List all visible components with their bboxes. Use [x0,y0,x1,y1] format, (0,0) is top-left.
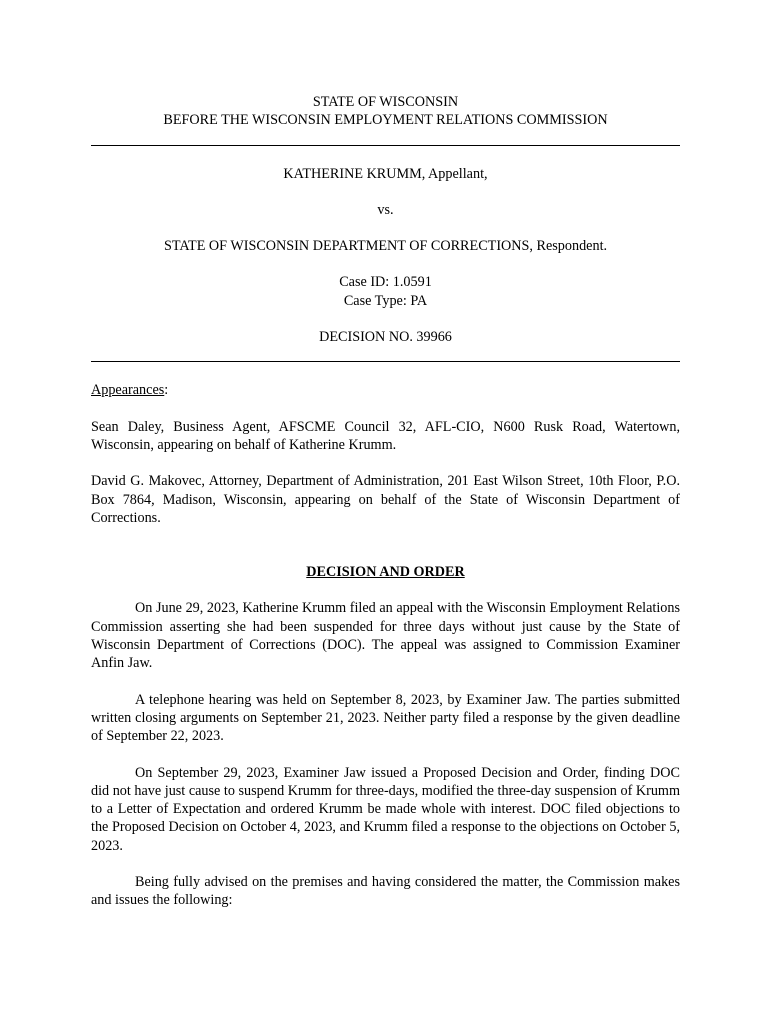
versus-line: vs. [377,201,394,218]
appearance-respondent: David G. Makovec, Attorney, Department of Administration, 201 East Wilson Street, 10th Floor, P.O. Box 7864, Madison, Wisconsin, appearing on behalf of the State of Wisconsin Department of Corrections. [91,473,680,526]
top-divider [91,145,680,146]
decision-number: DECISION NO. 39966 [319,329,452,346]
case-caption [91,165,680,347]
header-commission: BEFORE THE WISCONSIN EMPLOYMENT RELATIONS COMMISSION [163,112,608,129]
paragraph-1: On June 29, 2023, Katherine Krumm filed an appeal with the Wisconsin Employment Relations Commission asserting she had been suspended for three days without just cause by the State of Wisconsin Department of Corrections (DOC). The appeal was assigned to Commission Examiner Anfin Jaw. [91,600,680,672]
respondent-line: STATE OF WISCONSIN DEPARTMENT OF CORRECTIONS, Respondent. [163,238,608,255]
appearances-heading [91,381,680,399]
appearances-heading-colon: : [164,382,169,399]
header-state: STATE OF WISCONSIN [312,94,459,110]
bottom-divider [91,361,680,362]
appearances-heading-text: Appearances [91,382,165,399]
case-type: Case Type: PA [343,292,428,309]
document-header [91,93,680,130]
decision-title: DECISION AND ORDER [306,564,465,581]
case-id: Case ID: 1.0591 [339,274,432,291]
decision-body [91,599,680,909]
decision-title-wrap [91,563,680,581]
appellant-line: KATHERINE KRUMM, Appellant, [283,165,488,182]
document-page [91,93,680,910]
paragraph-4: Being fully advised on the premises and having considered the matter, the Commission makes and issues the following: [91,874,680,909]
paragraph-3: On September 29, 2023, Examiner Jaw issued a Proposed Decision and Order, finding DOC did not have just cause to suspend Krumm for three-days, modified the three-day suspension of Krumm to a Letter of Expectation and ordered Krumm be made whole with interest. DOC filed objections to the Proposed Decision on October 4, 2023, and Krumm filed a response to the objections on October 5, 2023. [91,764,680,854]
appearance-appellant: Sean Daley, Business Agent, AFSCME Council 32, AFL-CIO, N600 Rusk Road, Watertown, Wisconsin, appearing on behalf of Katherine Krumm. [91,418,680,453]
paragraph-2: A telephone hearing was held on September 8, 2023, by Examiner Jaw. The parties submitted written closing arguments on September 21, 2023. Neither party filed a response by the given deadline of September 22, 2023. [91,691,680,745]
appearances-section [91,381,680,527]
